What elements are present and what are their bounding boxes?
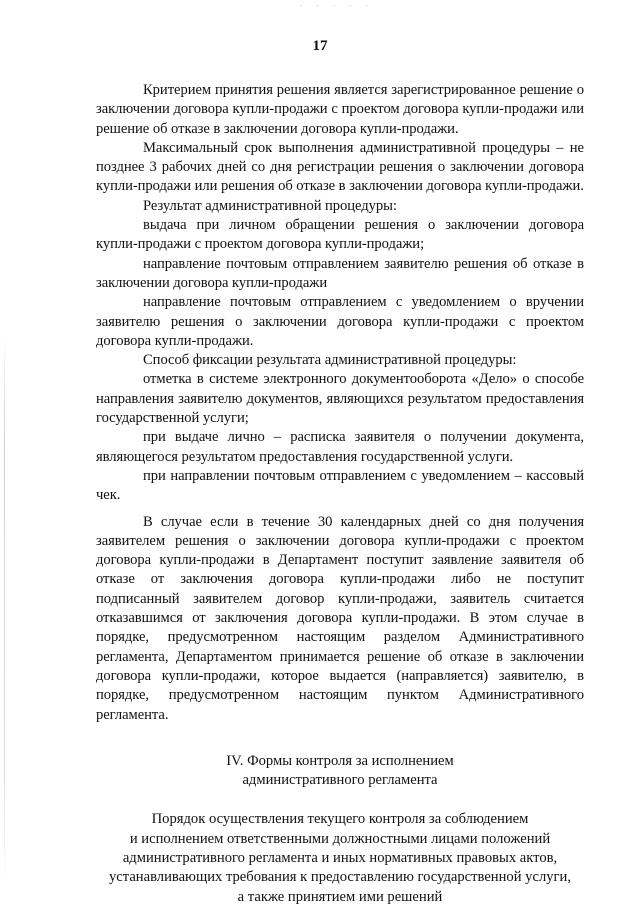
- section-title-line: IV. Формы контроля за исполнением: [226, 752, 454, 769]
- subsection-title-line: Порядок осуществления текущего контроля за соблюдением: [151, 811, 529, 828]
- paragraph-result-item-3: направление почтовым отправлением с уведомлением о вручении заявителю решения о заключении договора купли-продажи с проектом договора купли-продажи.: [96, 294, 584, 349]
- paragraph-fixation-item-1: отметка в системе электронного документооборота «Дело» о способе направления заявителю документов, являющихся результатом предоставления государственной услуги;: [96, 371, 584, 427]
- paragraph-max-term: Максимальный срок выполнения административной процедуры – не позднее 3 рабочих дней со дня регистрации решения о заключении договора купли-продажи или решения об отказе в заключении договора купли-продажи.: [96, 139, 584, 195]
- paragraph-result-heading: Результат административной процедуры:: [143, 197, 397, 214]
- section-title-line: административного регламента: [242, 772, 438, 789]
- subsection-title-line: а также принятием ими решений: [237, 888, 443, 905]
- page-number: 17: [312, 38, 328, 54]
- paragraph-fixation-item-2: при выдаче лично – расписка заявителя о получении документа, являющегося результатом предоставления государственной услуги.: [96, 429, 584, 465]
- paragraph-fixation-item-3: при направлении почтовым отправлением с уведомлением – кассовый чек.: [96, 467, 584, 504]
- paragraph-fixation-heading: Способ фиксации результата административной процедуры:: [143, 352, 517, 369]
- subsection-title-line: и исполнением ответственными должностными лицами положений: [129, 830, 551, 847]
- paragraph-result-item-2: направление почтовым отправлением заявителю решения об отказе в заключении договора купли-продажи: [96, 255, 584, 291]
- subsection-title-line: административного регламента и иных нормативных правовых актов,: [122, 849, 558, 866]
- document-body: [96, 81, 584, 907]
- section-title: [96, 752, 584, 791]
- subsection-title-line: устанавливающих требования к предоставлению государственной услуги,: [109, 869, 571, 886]
- paragraph-criterion: Критерием принятия решения является зарегистрированное решение о заключении договора купли-продажи с проектом договора купли-продажи или решение об отказе в заключении договора купли-продажи.: [96, 82, 584, 137]
- subsection-title: [96, 810, 584, 906]
- scan-edge-shadow: [4, 330, 5, 890]
- paragraph-result-item-1: выдача при личном обращении решения о заключении договора купли-продажи с проектом договора купли-продажи;: [96, 217, 584, 253]
- paragraph-30-days: В случае если в течение 30 календарных дней со дня получения заявителем решения о заключении договора купли-продажи с проектом договора купли-продажи в Департамент поступит заявление заявителя об отказе от заключения договора купли-продажи либо не поступит подписанный заявителем договор купли-продажи, заявитель считается отказавшимся от заключения договора купли-продажи. В этом случае в порядке, предусмотренном настоящим разделом Административного регламента, Департаментом принимается решение об отказе в заключении договора купли-продажи, которое выдается (направляется) заявителю, в порядке, предусмотренном настоящим пунктом Административного регламента.: [96, 513, 584, 723]
- scan-marks: · · · · ·: [300, 2, 375, 10]
